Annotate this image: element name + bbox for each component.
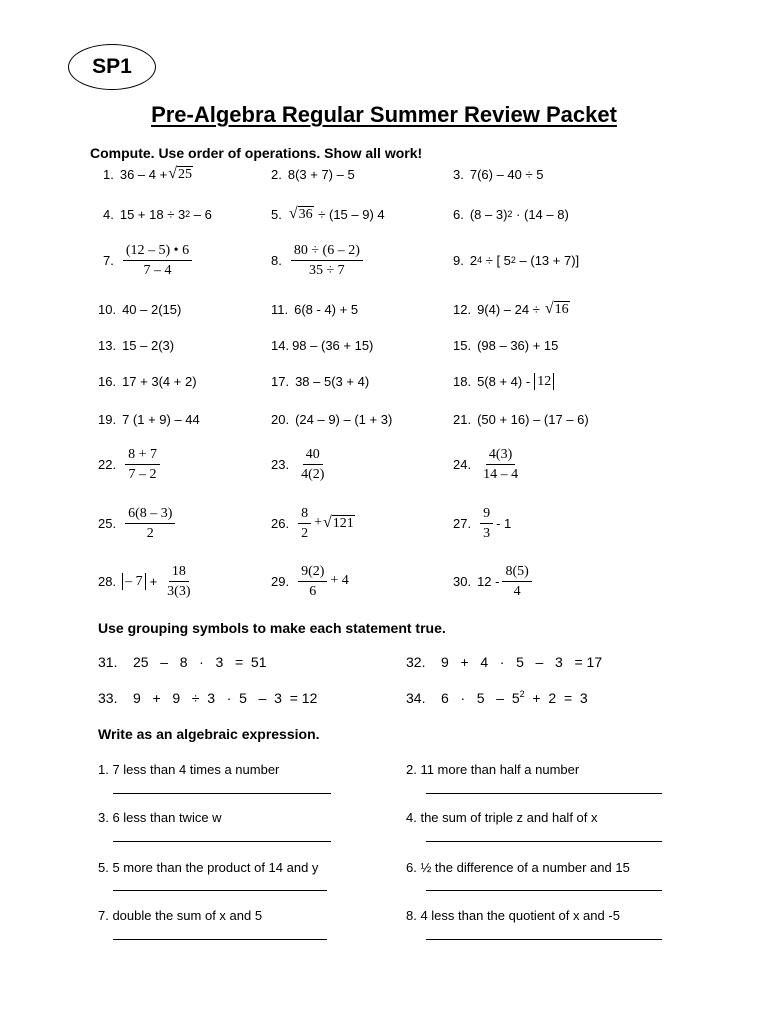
- problem-23: 23. $\frac{40}{4(2)}$: [271, 446, 330, 482]
- badge-label: SP1: [92, 55, 132, 78]
- problem-19: 19. 7 (1 + 9) – 44: [98, 411, 200, 427]
- answer-blank-4[interactable]: [426, 841, 662, 842]
- problem-18: 18. 5(8 + 4) - 12: [453, 366, 554, 396]
- problem-21: 21. (50 + 16) – (17 – 6): [453, 411, 589, 427]
- problem-7: 7. $\frac{(12 - 5) • 6}{7 - 4}$: [103, 242, 195, 278]
- expression-item-3: 3. 6 less than twice w: [98, 810, 222, 825]
- fraction: $\frac{9}{3}$: [480, 506, 493, 541]
- absolute-value: – 7: [122, 573, 146, 590]
- problem-13: 13. 15 – 2(3): [98, 337, 175, 353]
- problem-28: 28. – 7 + $\frac{18}{3(3)}$: [98, 563, 197, 599]
- problem-29: 29. $\frac{9(2)}{6}$ + 4: [271, 563, 349, 599]
- radical: √ 25: [168, 165, 192, 182]
- problem-20: 20. (24 – 9) – (1 + 3): [271, 411, 393, 427]
- fraction: $\frac{18}{3(3)}$: [167, 563, 191, 599]
- problem-11: 11. 6(8 - 4) + 5: [271, 301, 359, 317]
- expression-item-5: 5. 5 more than the product of 14 and y: [98, 860, 319, 875]
- problem-10: 10. 40 – 2(15): [98, 301, 182, 317]
- problem-3: 3. 7(6) – 40 ÷ 5: [453, 166, 544, 182]
- problem-9: 9. 2 4 ÷ [ 5 2 – (13 + 7)]: [453, 252, 580, 268]
- absolute-value: 12: [534, 373, 554, 390]
- fraction: $\frac{4(3)}{14 - 4}$: [483, 446, 519, 482]
- problem-16: 16. 17 + 3(4 + 2): [98, 373, 197, 389]
- fraction: $\frac{8}{2}$: [298, 506, 311, 541]
- radical: √ 16: [544, 300, 569, 317]
- problem-4: 4. 15 + 18 ÷ 3 2 – 6: [103, 206, 212, 222]
- expression-item-4: 4. the sum of triple z and half of x: [406, 810, 598, 825]
- section1-instruction: Compute. Use order of operations. Show all work!: [90, 145, 423, 161]
- fraction: $\frac{80 \div (6 - 2)}{35 \div 7}$: [291, 243, 363, 278]
- fraction: $\frac{(12 - 5) • 6}{7 - 4}$: [123, 243, 192, 278]
- problem-15: 15. (98 – 36) + 15: [453, 337, 559, 353]
- page-title: Pre-Algebra Regular Summer Review Packet: [151, 102, 617, 127]
- answer-blank-6[interactable]: [426, 890, 662, 891]
- problem-33: 33. 9 + 9 ÷ 3 · 5 – 3 = 12: [98, 690, 318, 706]
- problem-26: 26. $\frac{8}{2}$ + √ 121: [271, 505, 354, 541]
- problem-32: 32. 9 + 4 · 5 – 3 = 17: [406, 654, 603, 670]
- fraction: $\frac{8 + 7}{7 - 2}$: [125, 447, 160, 482]
- answer-blank-2[interactable]: [426, 793, 662, 794]
- answer-blank-3[interactable]: [113, 841, 331, 842]
- problem-31: 31. 25 – 8 · 3 = 51: [98, 654, 267, 670]
- fraction: $\frac{9(2)}{6}$: [298, 564, 327, 599]
- problem-34: 34. $6 \cdot 5 - 5^2 + 2 = 3$: [406, 689, 588, 706]
- problem-27: 27. $\frac{9}{3}$ - 1: [453, 505, 512, 541]
- problem-2: 2. 8(3 + 7) – 5: [271, 166, 355, 182]
- expression-item-8: 8. 4 less than the quotient of x and -5: [406, 908, 620, 923]
- answer-blank-1[interactable]: [113, 793, 331, 794]
- section3-instruction: Write as an algebraic expression.: [98, 726, 320, 742]
- problem-5: 5. √ 36 ÷ (15 – 9) 4: [271, 205, 385, 222]
- problem-17: 17. 38 – 5(3 + 4): [271, 373, 370, 389]
- expression-item-7: 7. double the sum of x and 5: [98, 908, 263, 923]
- expression-item-1: 1. 7 less than 4 times a number: [98, 762, 280, 777]
- problem-30: 30. 12 - $\frac{8(5)}{4}$: [453, 563, 535, 599]
- problem-24: 24. $\frac{4(3)}{14 - 4}$: [453, 446, 524, 482]
- problem-22: 22. $\frac{8 + 7}{7 - 2}$: [98, 446, 163, 482]
- problem-14: 14. 98 – (36 + 15): [271, 337, 374, 353]
- answer-blank-7[interactable]: [113, 939, 327, 940]
- expression-item-6: 6. ½ the difference of a number and 15: [406, 860, 630, 875]
- problem-1: 1. 36 – 4 + √ 25: [103, 165, 192, 182]
- answer-blank-8[interactable]: [426, 939, 662, 940]
- radical: √ 121: [322, 514, 354, 531]
- problem-25: 25. $\frac{6(8 - 3)}{2}$: [98, 505, 178, 541]
- section-badge: [68, 44, 156, 90]
- fraction: $\frac{40}{4(2)}$: [301, 446, 325, 482]
- problem-12: 12. 9(4) – 24 ÷ √ 16: [453, 300, 569, 317]
- fraction: $\frac{6(8 - 3)}{2}$: [125, 506, 175, 541]
- fraction: $\frac{8(5)}{4}$: [502, 564, 531, 599]
- problem-8: 8. $\frac{80 \div (6 - 2)}{35 \div 7}$: [271, 242, 366, 278]
- section2-instruction: Use grouping symbols to make each statement true.: [98, 620, 446, 636]
- answer-blank-5[interactable]: [113, 890, 327, 891]
- problem-6: 6. (8 – 3) 2 · (14 – 8): [453, 206, 569, 222]
- radical: √ 36: [288, 205, 313, 222]
- expression-item-2: 2. 11 more than half a number: [406, 762, 580, 777]
